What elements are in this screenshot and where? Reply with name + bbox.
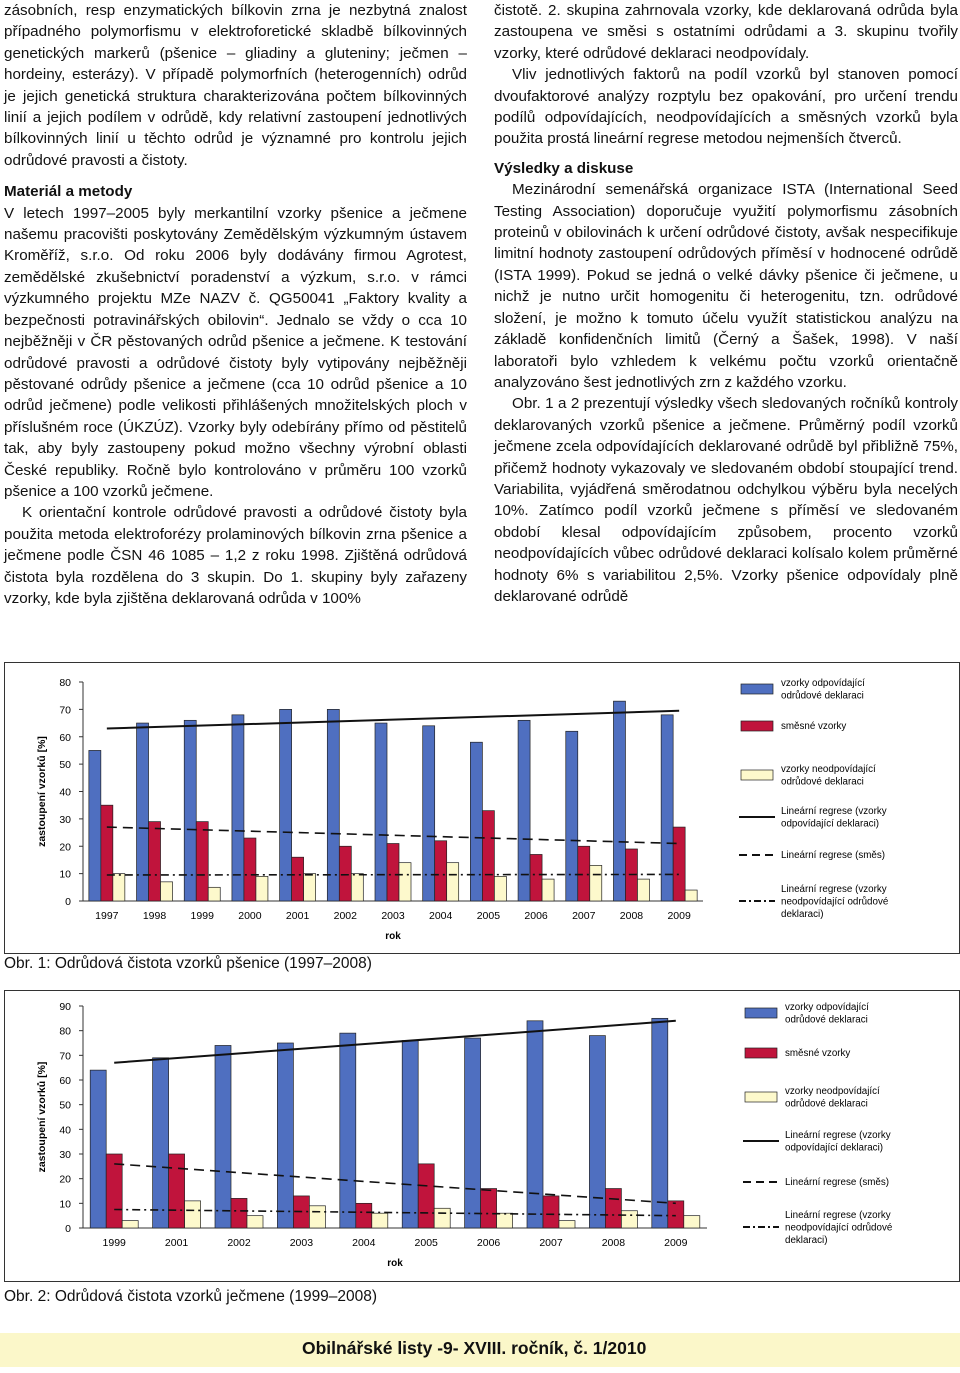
x-axis-label: rok [387, 1258, 403, 1269]
x-tick-label: 2004 [429, 910, 453, 922]
bar-nonmatch [161, 882, 173, 901]
legend-swatch [745, 1048, 777, 1058]
y-tick-label: 60 [59, 1075, 71, 1087]
x-tick-label: 2002 [227, 1237, 251, 1249]
footer-text: Obilnářské listy -9- XVIII. ročník, č. 1/2010 [302, 1338, 647, 1358]
results-paragraph: Mezinárodní semenářská organizace ISTA (International Seed Testing Association) doporučuje využití polymorfismu zásobních proteinů v obilovinách k určení odrůdové čistoty, avšak nespecifikuje limitní hodnoty zastoupení odrůdových příměsí v hodnocené odrůdě (ISTA 1999). Pokud se jedná o velké dávky pšenice či ječmene, u nichž je nutno určit homogenitu či heterogenitu, tzn. odrůdové složení, je možno k tomuto účelu využít statistickou analýzu na základě konfidenčních limitů (Černý a Šašek, 1998). V naší laboratoři bylo vzhledem k velkému počtu vzorků orientačně analyzováno šest jednotlivých zrn z každého vzorku. [494, 181, 958, 391]
bar-nonmatch [637, 879, 649, 901]
bar-nonmatch [208, 887, 220, 901]
chart-barley-svg [5, 991, 959, 1281]
legend-label: Lineární regrese (směs) [781, 850, 885, 861]
bar-mixed [196, 822, 208, 901]
intro-paragraph: zásobních, resp enzymatických bílkovin zrna je nezbytná znalost případného polymorfismu v elektroforetické skladbě bílkovinných genetických markerů (pšenice – gliadiny a gluteniny; ječmen – hordeiny, esterázy). V případě polymorfních (heterogenních) odrůd je jejich genetická struktura charakterizována počtem bílkovinných linií a jejich podílem v odrůdě, kdy relativní zastoupení jednotlivých bílkovinných linií u těchto odrůd je významné pro kontrolu jejich odrůdové pravosti a čistoty. [4, 2, 467, 169]
bar-nonmatch [185, 1201, 201, 1228]
methods-paragraph: V letech 1997–2005 byly merkantilní vzorky pšenice a ječmene našemu pracovišti poskytovány Zemědělským výzkumným ústavem Kroměříž, s.r.o. Od roku 2006 byly dodávány firmou Agrotest, zemědělské zkušebnictví poradenství a výzkum, s.r.o. v rámci výzkumného projektu MZe NAZV č. QG50041 „Faktory kvality a bezpečnosti potravinářských obilovin“. Jednalo se vždy o cca 10 nejběžněji v ČR pěstovaných odrůd pšenice a ječmene. K testování odrůdové pravosti a odrůdové čistoty byly vytipovány nejběžněji pěstované odrůdy pšenice a ječmene (cca 10 odrůd pšenice a 10 odrůd ječmene) podle velikosti přihlášených množitelských ploch v příslušném roce (ÚKZÚZ). Vzorky byly odebírány přímo od pěstitelů tak, aby byly zastoupeny pokud možno všechny výrobní oblasti České republiky. Ročně bylo kontrolováno v průměru 100 vzorků pšenice a 100 vzorků ječmene. [4, 204, 467, 500]
bar-match [402, 1041, 418, 1228]
bar-nonmatch [590, 865, 602, 901]
x-tick-label: 2000 [238, 910, 262, 922]
y-tick-label: 0 [65, 896, 71, 908]
bar-match [613, 701, 625, 901]
y-tick-label: 70 [59, 1050, 71, 1063]
x-tick-label: 1998 [142, 910, 167, 922]
x-tick-label: 2007 [572, 910, 596, 922]
legend-label: vzorky odpovídající odrůdové deklaraci [781, 678, 865, 702]
bar-mixed [482, 811, 494, 901]
y-tick-label: 20 [59, 1173, 71, 1186]
bar-match [327, 709, 339, 901]
chart-barley [4, 990, 960, 1282]
bar-match [280, 709, 292, 901]
y-tick-label: 80 [59, 1025, 71, 1038]
legend-label: Lineární regrese (vzorky odpovídající deklaraci) [785, 1130, 891, 1154]
bar-mixed [418, 1164, 434, 1228]
bar-mixed [387, 844, 399, 901]
bar-mixed [231, 1198, 247, 1228]
footer-band [0, 1333, 960, 1367]
legend-label: Lineární regrese (vzorky neodpovídající odrůdové deklaraci) [781, 884, 889, 920]
bar-match [184, 720, 196, 901]
bar-nonmatch [256, 876, 268, 901]
legend-label: Lineární regrese (vzorky odpovídající deklaraci) [781, 806, 887, 830]
y-tick-label: 10 [59, 1198, 71, 1211]
x-tick-label: 2003 [381, 910, 405, 922]
x-tick-label: 2009 [667, 910, 691, 922]
x-tick-label: 2003 [289, 1237, 314, 1249]
x-tick-label: 2005 [414, 1237, 438, 1249]
bar-match [89, 750, 101, 901]
y-tick-label: 80 [59, 677, 71, 689]
bar-nonmatch [684, 1216, 700, 1228]
bar-nonmatch [113, 874, 125, 901]
x-tick-label: 2005 [476, 910, 501, 922]
legend-label: vzorky odpovídající odrůdové deklaraci [785, 1002, 869, 1026]
legend-swatch [741, 721, 773, 731]
x-tick-label: 1999 [102, 1237, 126, 1249]
y-tick-label: 0 [65, 1223, 71, 1235]
bar-mixed [578, 846, 590, 901]
x-tick-label: 2006 [476, 1237, 501, 1249]
legend-label: směsné vzorky [785, 1048, 851, 1059]
bar-nonmatch [372, 1213, 388, 1228]
right-column [494, 0, 958, 607]
methods-stats-paragraph: Vliv jednotlivých faktorů na podíl vzorků byl stanoven pomocí dvoufaktorové analýzy rozptylu bez opakování, pro určení trendu podílů odpovídajících, neodpovídajících a směsných vzorků byla použita prostá lineární regrese metodou nejmenších čtverců. [494, 66, 958, 148]
y-axis-label: zastoupení vzorků [%] [36, 1061, 48, 1173]
methods-continued-paragraph: čistotě. 2. skupina zahrnovala vzorky, kde deklarovaná odrůda byla zastoupena ve směsi s ostatními odrůdami a 3. skupinu tvořily vzorky, které odrůdové deklaraci neodpovídaly. [494, 2, 958, 62]
bar-match [566, 731, 578, 901]
legend-swatch [745, 1008, 777, 1018]
bar-nonmatch [304, 874, 316, 901]
legend-swatch [741, 684, 773, 694]
bar-nonmatch [122, 1221, 138, 1228]
x-tick-label: 2008 [619, 910, 644, 922]
figure-1-caption: Obr. 1: Odrůdová čistota vzorků pšenice (1997–2008) [4, 955, 372, 972]
bar-nonmatch [434, 1208, 450, 1228]
y-tick-label: 30 [59, 1149, 71, 1161]
bar-mixed [244, 838, 256, 901]
bar-match [527, 1021, 543, 1228]
bar-mixed [106, 1154, 122, 1228]
y-tick-label: 40 [59, 1124, 71, 1137]
bar-mixed [356, 1203, 372, 1228]
bar-match [90, 1070, 106, 1228]
legend-label: vzorky neodpovídající odrůdové deklaraci [781, 764, 876, 788]
x-tick-label: 1997 [95, 910, 119, 922]
legend-label: Lineární regrese (směs) [785, 1177, 889, 1188]
x-tick-label: 1999 [190, 910, 214, 922]
left-column [4, 0, 467, 609]
y-tick-label: 60 [59, 731, 71, 744]
x-tick-label: 2001 [164, 1237, 189, 1249]
bar-nonmatch [447, 863, 459, 901]
bar-match [215, 1045, 231, 1228]
bar-nonmatch [399, 863, 411, 901]
y-tick-label: 50 [59, 1099, 71, 1112]
bar-nonmatch [351, 874, 363, 901]
results-paragraph-2: Obr. 1 a 2 prezentují výsledky všech sledovaných ročníků kontroly deklarovaných vzorků pšenice a ječmene. Průměrný podíl vzorků ječmene zcela odpovídajících deklarované odrůdě byl přibližně 75%, přičemž hodnoty vykazovaly ve sledovaném období stoupající trend. Variabilita, vyjádřená směrodatnou odchylkou výběru byla necelých 10%. Zatímco podíl vzorků ječmene s příměsí ve sledovaném období klesal odpovídajícím způsobem, procento vzorků neodpovídajících vůbec odrůdové deklaraci kolísalo kolem průměrné hodnoty 6% s variabilitou 2,5%. Vzorky pšenice odpovídaly plně deklarované odrůdě [494, 395, 958, 605]
bar-mixed [169, 1154, 185, 1228]
y-tick-label: 70 [59, 704, 71, 717]
bar-mixed [530, 854, 542, 901]
results-heading: Výsledky a diskuse [494, 159, 634, 177]
bar-mixed [339, 846, 351, 901]
y-tick-label: 90 [59, 1001, 71, 1013]
x-tick-label: 2009 [664, 1237, 688, 1249]
legend-label: vzorky neodpovídající odrůdové deklaraci [785, 1086, 880, 1110]
x-tick-label: 2007 [539, 1237, 563, 1249]
legend-label: Lineární regrese (vzorky neodpovídající odrůdové deklaraci) [785, 1210, 893, 1246]
bar-nonmatch [247, 1216, 263, 1228]
bar-match [153, 1058, 169, 1228]
bar-nonmatch [621, 1211, 637, 1228]
bar-match [340, 1033, 356, 1228]
bar-nonmatch [542, 879, 554, 901]
bar-mixed [543, 1196, 559, 1228]
bar-mixed [101, 805, 113, 901]
bar-mixed [605, 1189, 621, 1228]
y-tick-label: 20 [59, 841, 71, 854]
bar-match [232, 715, 244, 901]
methods-heading: Materiál a metody [4, 183, 133, 201]
bar-mixed [668, 1201, 684, 1228]
trend-line-match [107, 711, 679, 729]
y-tick-label: 10 [59, 868, 71, 881]
y-tick-label: 40 [59, 786, 71, 799]
bar-match [652, 1018, 668, 1228]
bar-mixed [149, 822, 161, 901]
bar-nonmatch [559, 1221, 575, 1228]
bar-match [465, 1038, 481, 1228]
bar-match [589, 1036, 605, 1228]
x-tick-label: 2004 [352, 1237, 376, 1249]
y-axis-label: zastoupení vzorků [%] [36, 736, 48, 847]
bar-mixed [435, 841, 447, 901]
chart-wheat [4, 662, 960, 954]
bar-nonmatch [309, 1206, 325, 1228]
x-axis-label: rok [385, 931, 401, 942]
legend-label: směsné vzorky [781, 721, 847, 732]
bar-mixed [292, 857, 304, 901]
bar-match [470, 742, 482, 901]
chart-wheat-svg [5, 663, 959, 953]
bar-match [661, 715, 673, 901]
bar-nonmatch [497, 1213, 513, 1228]
x-tick-label: 2006 [524, 910, 548, 922]
x-tick-label: 2002 [333, 910, 357, 922]
figure-2-caption: Obr. 2: Odrůdová čistota vzorků ječmene (1999–2008) [4, 1288, 378, 1305]
bar-mixed [481, 1189, 497, 1228]
methods-paragraph-2: K orientační kontrole odrůdové pravosti a odrůdové čistoty byla použita metoda elektroforézy prolaminových bílkovin zrna pšenice a ječmene podle ČSN 46 1085 – 1,2 z roku 1998. Zjištěná odrůdová čistota byla rozdělena do 3 skupin. Do 1. skupiny byly zařazeny vzorky, kde byla zjištěna deklarovaná odrůda v 100% [4, 504, 467, 607]
x-tick-label: 2001 [285, 910, 310, 922]
legend-swatch [741, 770, 773, 780]
bar-match [277, 1043, 293, 1228]
y-tick-label: 50 [59, 759, 71, 772]
bar-mixed [673, 827, 685, 901]
y-tick-label: 30 [59, 813, 71, 826]
legend-swatch [745, 1092, 777, 1102]
bar-nonmatch [494, 876, 506, 901]
bar-nonmatch [685, 890, 697, 901]
x-tick-label: 2008 [601, 1237, 626, 1249]
